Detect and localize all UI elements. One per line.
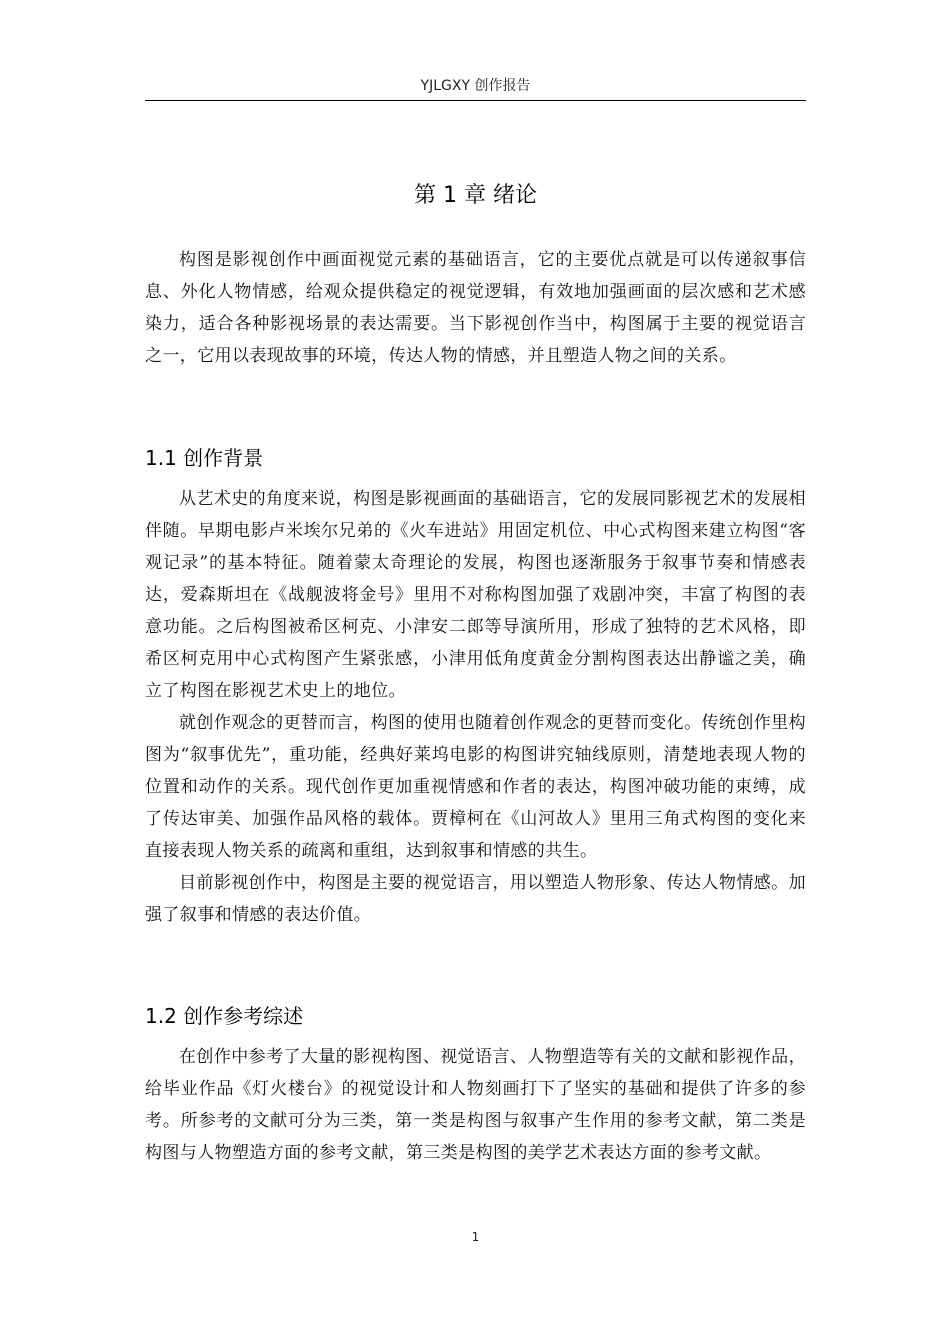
page-number: 1 — [471, 1230, 480, 1244]
section-1-2-paragraph-1: 在创作中参考了大量的影视构图、视觉语言、人物塑造等有关的文献和影视作品，给毕业作品《灯火楼台》的视觉设计和人物刻画打下了坚实的基础和提供了许多的参考。所参考的文献可分为三类，第一类是构图与叙事产生作用的参考文献，第二类是构图与人物塑造方面的参考文献，第三类是构图的美学艺术表达方面的参考文献。 — [145, 1047, 806, 1163]
section-1-1-paragraph-3: 目前影视创作中，构图是主要的视觉语言，用以塑造人物形象、传达人物情感。加强了叙事和情感的表达价值。 — [145, 873, 806, 925]
section-1-2-body — [145, 1041, 806, 1169]
section-1-1-title: 1.1 创作背景 — [145, 446, 264, 470]
section-1-1-body — [145, 483, 806, 931]
section-1-1-paragraph-1: 从艺术史的角度来说，构图是影视画面的基础语言，它的发展同影视艺术的发展相伴随。早期电影卢米埃尔兄弟的《火车进站》用固定机位、中心式构图来建立构图“客观记录”的基本特征。随着蒙太奇理论的发展，构图也逐渐服务于叙事节奏和情感表达，爱森斯坦在《战舰波将金号》里用不对称构图加强了戏剧冲突，丰富了构图的表意功能。之后构图被希区柯克、小津安二郎等导演所用，形成了独特的艺术风格，即希区柯克用中心式构图产生紧张感，小津用低角度黄金分割构图表达出静谧之美，确立了构图在影视艺术史上的地位。 — [145, 489, 806, 701]
section-1-2-title: 1.2 创作参考综述 — [145, 1004, 304, 1028]
section-1-1-paragraph-2: 就创作观念的更替而言，构图的使用也随着创作观念的更替而变化。传统创作里构图为“叙事优先”，重功能，经典好莱坞电影的构图讲究轴线原则，清楚地表现人物的位置和动作的关系。现代创作更加重视情感和作者的表达，构图冲破功能的束缚，成了传达审美、加强作品风格的载体。贾樟柯在《山河故人》里用三角式构图的变化来直接表现人物关系的疏离和重组，达到叙事和情感的共生。 — [145, 713, 806, 861]
running-header: YJLGXY 创作报告 — [420, 78, 531, 94]
section-1-2-heading-block — [145, 1001, 806, 1031]
section-1-1-heading-block — [145, 443, 806, 473]
chapter-title: 第 1 章 绪论 — [414, 183, 537, 208]
header-divider — [145, 100, 806, 101]
intro-paragraph: 构图是影视创作中画面视觉元素的基础语言，它的主要优点就是可以传递叙事信息、外化人物情感，给观众提供稳定的视觉逻辑，有效地加强画面的层次感和艺术感染力，适合各种影视场景的表达需要。当下影视创作当中，构图属于主要的视觉语言之一，它用以表现故事的环境，传达人物的情感，并且塑造人物之间的关系。 — [145, 250, 806, 366]
intro-section — [145, 244, 806, 372]
